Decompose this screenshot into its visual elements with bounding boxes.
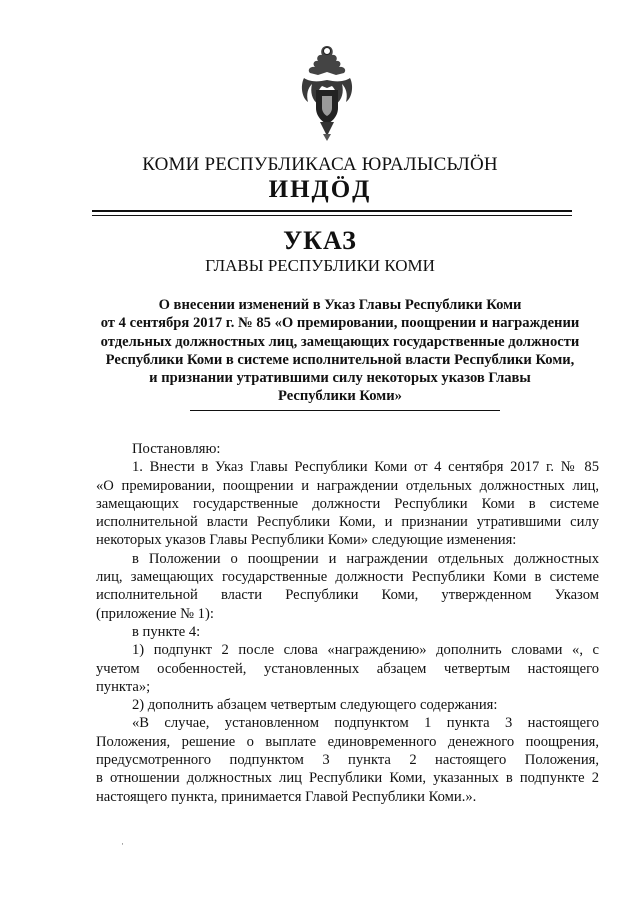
subject-line: О внесении изменений в Указ Главы Республики Коми <box>158 297 522 313</box>
subject-line: Республики Коми» <box>278 388 402 405</box>
subject-line: и признании утратившими силу некоторых указов Главы <box>149 370 531 387</box>
body-line: учетом особенностей, установленных абзацем четвертым настоящего <box>96 660 599 677</box>
body-line: пункта»; <box>96 678 151 695</box>
decree-subject <box>92 296 588 406</box>
subject-line: отдельных должностных лиц, замещающих государственные должности <box>100 333 580 350</box>
decree-issuer: ГЛАВЫ РЕСПУБЛИКИ КОМИ <box>205 256 435 275</box>
komi-republic-title: КОМИ РЕСПУБЛИКАСА ЮРАЛЫСЬЛÖН <box>142 154 498 175</box>
body-line: в отношении должностных лиц Республики Коми, указанных в подпункте 2 <box>96 770 599 787</box>
body-line: «В случае, установленном подпунктом 1 пункта 3 настоящего <box>132 715 599 732</box>
body-line: Положения, решение о выплате единовременного денежного поощрения, <box>96 733 599 750</box>
indod-title: ИНДÖД <box>268 176 372 203</box>
subject-line: Республики Коми в системе исполнительной власти Республики Коми, <box>105 351 575 368</box>
header-rule-thick <box>92 210 572 212</box>
body-line: (приложение № 1): <box>96 605 214 622</box>
body-line: в пункте 4: <box>132 623 201 640</box>
body-line: замещающих государственные должности Республики Коми в системе <box>96 495 599 512</box>
subject-line: от 4 сентября 2017 г. № 85 «О премировании, поощрении и награждении <box>100 315 580 332</box>
body-line: 1) подпункт 2 после слова «награждению» дополнить словами «, с <box>132 642 599 659</box>
coat-of-arms-icon <box>296 42 358 142</box>
decree-body <box>96 440 599 806</box>
body-line: лиц, замещающих государственные должности Республики Коми в системе <box>96 569 599 586</box>
body-line: исполнительной власти Республики Коми, и признании утратившими силу <box>96 514 599 531</box>
subject-underline <box>190 410 500 411</box>
header-rule-thin <box>92 215 572 216</box>
body-line: настоящего пункта, принимается Главой Республики Коми.». <box>96 788 477 805</box>
body-line: 2) дополнить абзацем четвертым следующего содержания: <box>132 697 498 714</box>
body-line: Постановляю: <box>132 441 221 457</box>
body-line: некоторых указов Главы Республики Коми» следующие изменения: <box>96 532 517 549</box>
stray-mark: · <box>121 839 124 849</box>
body-line: предусмотренного подпунктом 3 пункта 2 настоящего Положения, <box>96 752 599 769</box>
body-line: 1. Внести в Указ Главы Республики Коми от 4 сентября 2017 г. № 85 <box>132 459 599 476</box>
body-line: исполнительной власти Республики Коми, утвержденном Указом <box>96 587 599 604</box>
decree-title: УКАЗ <box>283 226 357 255</box>
body-line: «О премировании, поощрении и награждении отдельных должностных лиц, <box>96 477 599 494</box>
body-line: в Положении о поощрении и награждении отдельных должностных <box>132 550 599 567</box>
